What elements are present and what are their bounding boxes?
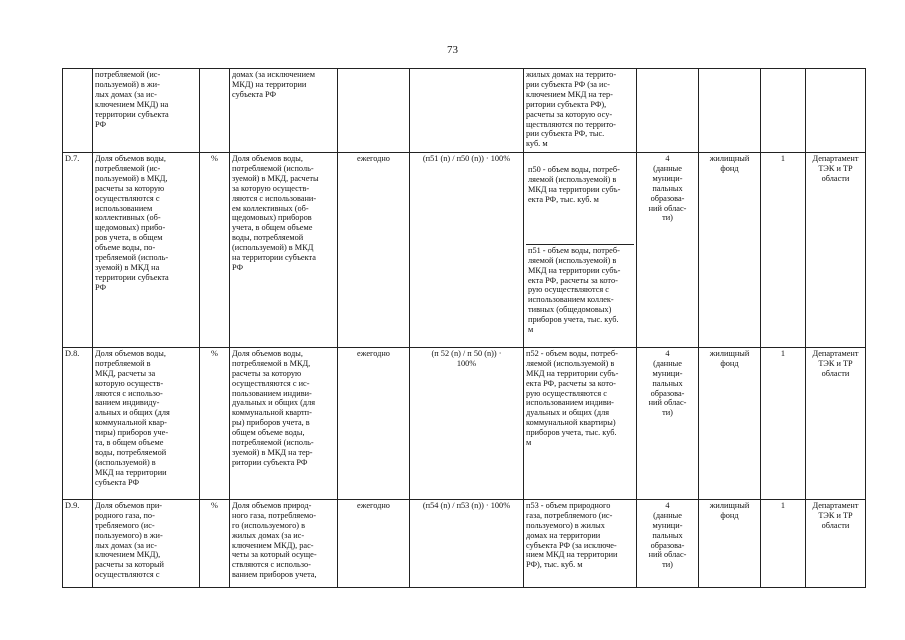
indicator-definition: Доля объемов воды, потребляемой (исполь- зуемой) в МКД, расчеты за которую осуществ- ляются с использовани- ем коллективных (об- щедомовых) приборов учета, в общем объеме воды, потребляемой (используемой) в МКД на территории субъекта РФ	[230, 153, 338, 348]
indicator-name: потребляемой (ис- пользуемой) в жи- лых домах (за ис- ключением МКД) на территории субъекта РФ	[93, 69, 200, 153]
page-number: 73	[447, 44, 458, 56]
unit: %	[200, 153, 230, 348]
indicator-name: Доля объемов при- родного газа, по- требляемого (ис- пользуемого) в жи- лых домах (за ис- ключением МКД), расчеты за который осуществляются с	[93, 499, 200, 587]
responsible: Департамент ТЭК и ТР области	[806, 499, 866, 587]
unit: %	[200, 347, 230, 499]
formula: (п 52 (n) / п 50 (n)) · 100%	[410, 347, 524, 499]
table-row	[63, 69, 866, 153]
indicator-name: Доля объемов воды, потребляемой в МКД, расчеты за которую осуществ- ляются с использо- ванием индивиду- альных и общих (для коммунальной квар- тиры) приборов уче- та, в общем объеме воды, потребляемой (используемой) в МКД на территории субъекта РФ	[93, 347, 200, 499]
formula: (п51 (n) / п50 (n)) · 100%	[410, 153, 524, 348]
level: 1	[761, 499, 806, 587]
row-id	[63, 69, 93, 153]
periodicity: ежегодно	[338, 499, 410, 587]
indicator-definition: домах (за исключением МКД) на территории субъекта РФ	[230, 69, 338, 153]
indicators-table	[62, 68, 866, 588]
responsible	[806, 69, 866, 153]
periodicity: ежегодно	[338, 347, 410, 499]
periodicity	[338, 69, 410, 153]
table-row	[63, 347, 866, 499]
level	[761, 69, 806, 153]
responsible: Департамент ТЭК и ТР области	[806, 347, 866, 499]
indicator-definition: Доля объемов воды, потребляемой в МКД, расчеты за которую осуществляются с ис- пользованием индиви- дуальных и общих (для коммунальной квартп- ры) приборов учета, в общем объеме воды, потребляемой (исполь- зуемой) в МКД на тер- ритории субъекта РФ	[230, 347, 338, 499]
variable-n50: п50 - объем воды, потреб- ляемой (используемой) в МКД на территории субъ- екта РФ, тыс. куб. м	[528, 164, 621, 204]
variables	[524, 153, 637, 348]
variables: п52 - объем воды, потреб- ляемой (используемой) в МКД на территории субъ- екта РФ, расчеты за кото- рую осуществляются с использованием индиви- дуальных и общих (для коммунальной квартиры) приборов учета, тыс. куб. м	[524, 347, 637, 499]
level: 1	[761, 153, 806, 348]
indicator-definition: Доля объемов природ- ного газа, потребляемо- го (используемого) в жилых домах (за ис- ключением МКД), рас- четы за который осуще- ствляются с использо- ванием приборов учета,	[230, 499, 338, 587]
periodicity: ежегодно	[338, 153, 410, 348]
responsible: Департамент ТЭК и ТР области	[806, 153, 866, 348]
unit: %	[200, 499, 230, 587]
unit	[200, 69, 230, 153]
variable-n51: п51 - объем воды, потреб- ляемой (используемой) в МКД на территории субъ- екта РФ, расчеты за кото- рую осуществляются с использованием коллек- тивных (общедомовых) приборов учета, тыс. куб. м	[526, 244, 634, 336]
variables: п53 - объем природного газа, потребляемого (ис- пользуемого) в жилых домах на территории субъекта РФ (за исключе- нием МКД на территории РФ), тыс. куб. м	[524, 499, 637, 587]
data-source: жилищный фонд	[699, 499, 761, 587]
row-id: D.8.	[63, 347, 93, 499]
row-id: D.9.	[63, 499, 93, 587]
formula: (п54 (n) / п53 (n)) · 100%	[410, 499, 524, 587]
method	[637, 69, 699, 153]
method: 4 (данные муници- пальных образова- ний облас- ти)	[637, 499, 699, 587]
table-row	[63, 499, 866, 587]
data-source: жилищный фонд	[699, 347, 761, 499]
row-id: D.7.	[63, 153, 93, 348]
data-source: жилищный фонд	[699, 153, 761, 348]
data-source	[699, 69, 761, 153]
level: 1	[761, 347, 806, 499]
table-row	[63, 153, 866, 348]
method: 4 (данные муници- пальных образова- ний облас- ти)	[637, 347, 699, 499]
method: 4 (данные муници- пальных образова- ний облас- ти)	[637, 153, 699, 348]
indicator-name: Доля объемов воды, потребляемой (ис- пользуемой) в МКД, расчеты за которую осуществляются с использованием коллективных (об- щедомовых) прибо- ров учета, в общем объеме воды, по- требляемой (исполь- зуемой) в МКД на территории субъекта РФ	[93, 153, 200, 348]
formula	[410, 69, 524, 153]
variables: жилых домах на террито- рии субъекта РФ (за ис- ключением МКД на тер- ритории субъекта РФ), расчеты за которую осу- ществляются по террито- рии субъекта РФ, тыс. куб. м	[524, 69, 637, 153]
